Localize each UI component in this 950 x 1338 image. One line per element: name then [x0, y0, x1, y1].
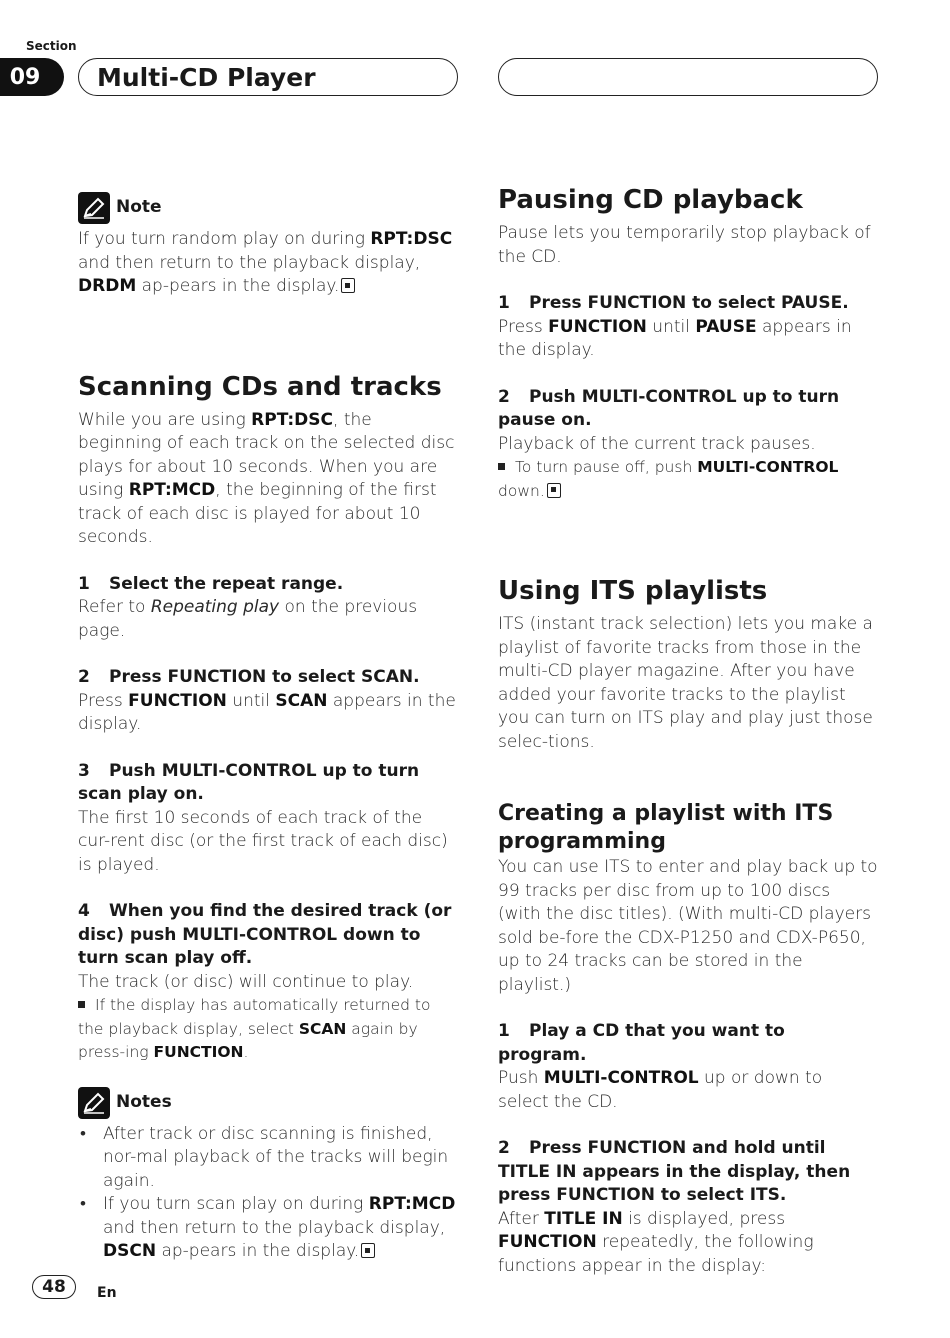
- scan-step-2-title: 2 Press FUNCTION to select SCAN.: [78, 667, 420, 687]
- square-bullet-icon: [78, 1001, 85, 1008]
- note-heading: [78, 192, 458, 224]
- pause-step-1-body: Press FUNCTION until PAUSE appears in the display.: [498, 316, 852, 360]
- its-heading: Using ITS playlists: [498, 576, 768, 606]
- scan-intro: While you are using RPT:DSC, the beginning of each track on the selected disc plays for about 10 seconds. When you are using RPT:MCD, the beginning of the first track of each disc is played for about 10 seconds.: [78, 409, 455, 547]
- pencil-note-icon: [78, 192, 110, 224]
- scan-step-1-title: 1 Select the repeat range.: [78, 573, 344, 594]
- scan-step-1-body: Refer to Repeating play on the previous page.: [78, 597, 418, 641]
- section-number-badge: 09: [0, 58, 64, 96]
- square-bullet-icon: [498, 463, 505, 470]
- page-number: 48: [32, 1275, 76, 1299]
- note-text: If you turn random play on during RPT:DSC and then return to the playback display, DRDM ap-pears in the display.: [78, 229, 453, 296]
- note-heading-text: Note: [116, 197, 162, 218]
- pause-heading: Pausing CD playback: [498, 185, 803, 215]
- right-column: [498, 184, 878, 1278]
- scan-heading: Scanning CDs and tracks: [78, 371, 442, 402]
- chapter-title: [78, 58, 458, 96]
- pause-step-2-bullet: To turn pause off, push MULTI-CONTROL down.: [498, 458, 839, 500]
- pause-step-2-body: Playback of the current track pauses.: [498, 433, 816, 454]
- left-column: [78, 192, 458, 1264]
- header-right-pill: [498, 58, 878, 96]
- scan-step-4-bullet: If the display has automatically returned to the playback display, select SCAN again by press-ing FUNCTION.: [78, 996, 431, 1061]
- scan-step-3-body: The first 10 seconds of each track of the cur-rent disc (or the first track of each disc) is played.: [78, 807, 448, 875]
- stop-square-icon: [341, 278, 355, 293]
- create-step-1-body: Push MULTI-CONTROL up or down to select the CD.: [498, 1068, 823, 1112]
- create-playlist-heading: Creating a playlist with ITS programming: [498, 801, 834, 854]
- pause-intro: Pause lets you temporarily stop playback of the CD.: [498, 223, 871, 267]
- create-step-1-title: 1 Play a CD that you want to program.: [498, 1021, 785, 1065]
- create-step-2-title: 2 Press FUNCTION and hold until TITLE IN appears in the display, then press FUNCTION to select ITS.: [498, 1138, 851, 1205]
- pause-step-2-title: 2 Push MULTI-CONTROL up to turn pause on.: [498, 386, 840, 430]
- notes-heading: [78, 1087, 458, 1119]
- create-step-2-body: After TITLE IN is displayed, press FUNCTION repeatedly, the following functions appear in the display:: [498, 1208, 814, 1276]
- scan-step-2-body: Press FUNCTION until SCAN appears in the display.: [78, 690, 456, 734]
- stop-square-icon: [361, 1243, 375, 1258]
- stop-square-icon: [547, 483, 561, 498]
- pencil-note-icon: [78, 1087, 110, 1119]
- scan-step-4-body: The track (or disc) will continue to play.: [78, 971, 414, 992]
- scan-step-3-title: 3 Push MULTI-CONTROL up to turn scan play on.: [78, 760, 420, 804]
- pause-step-1-title: 1 Press FUNCTION to select PAUSE.: [498, 293, 849, 313]
- list-item: • After track or disc scanning is finished, nor-mal playback of the tracks will begin again.: [78, 1123, 458, 1194]
- notes-list: [78, 1123, 458, 1264]
- language-code: En: [97, 1285, 117, 1301]
- list-item: • If you turn scan play on during RPT:MCD and then return to the playback display, DSCN ap-pears in the display.: [78, 1193, 458, 1264]
- chapter-title-text: Multi-CD Player: [97, 62, 316, 92]
- create-playlist-intro: You can use ITS to enter and play back up to 99 tracks per disc from up to 100 discs (with the disc titles). (With multi-CD players sold be-fore the CDX-P1250 and CDX-P650, up to 24 tracks can be stored in the playlist.): [498, 857, 878, 995]
- scan-step-4-title: 4 When you find the desired track (or disc) push MULTI-CONTROL down to turn scan play off.: [78, 901, 452, 968]
- notes-heading-text: Notes: [116, 1091, 172, 1112]
- its-intro: ITS (instant track selection) lets you make a playlist of favorite tracks from those in the multi-CD player magazine. After you have added your favorite tracks to the playlist you can turn on ITS play and play just those selec-tions.: [498, 614, 873, 752]
- section-label: Section: [26, 39, 77, 53]
